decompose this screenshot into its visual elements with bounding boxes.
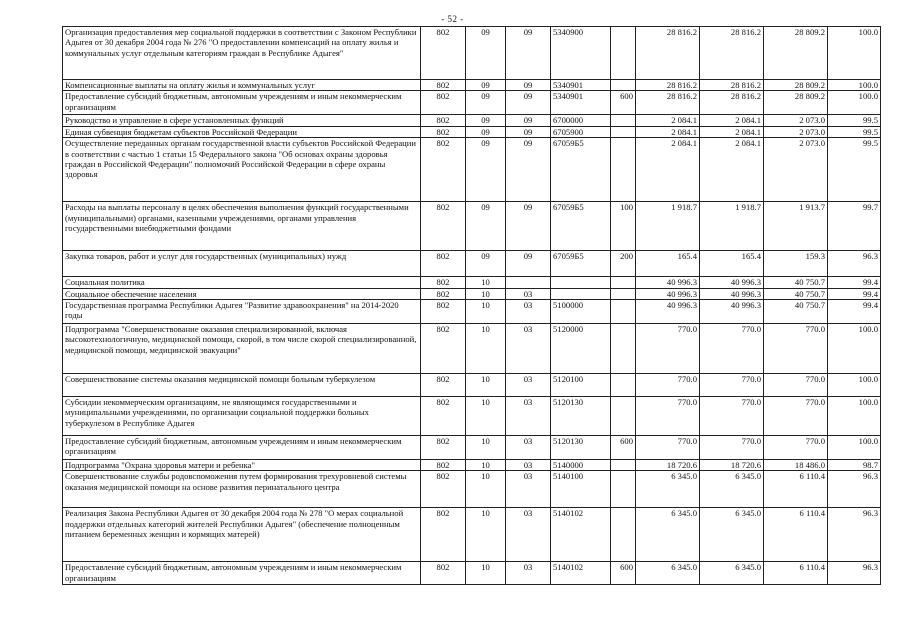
refined-amount: 770.0 [700, 397, 764, 436]
refined-amount: 2 084.1 [700, 115, 764, 126]
table-row [63, 288, 881, 299]
table-row [63, 251, 881, 277]
approved-amount: 18 720.6 [636, 460, 700, 471]
table-row [63, 126, 881, 137]
row-name: Государственная программа Республики Адыгея "Развитие здравоохранения" на 2014-2020 годы [63, 300, 421, 324]
admin-code: 802 [421, 436, 466, 460]
target-article-code: 5340900 [551, 27, 611, 80]
admin-code: 802 [421, 562, 466, 585]
execution-percent: 99.5 [828, 138, 881, 202]
execution-percent: 100.0 [828, 324, 881, 374]
execution-percent: 100.0 [828, 397, 881, 436]
executed-amount: 770.0 [764, 397, 828, 436]
execution-percent: 99.4 [828, 277, 881, 288]
expense-type-code [611, 115, 636, 126]
admin-code: 802 [421, 324, 466, 374]
target-article-code: 67059Б5 [551, 202, 611, 251]
expense-type-code [611, 508, 636, 562]
subsection-code: 09 [506, 80, 551, 91]
executed-amount: 6 110.4 [764, 508, 828, 562]
table-row [63, 436, 881, 460]
expense-type-code [611, 324, 636, 374]
admin-code: 802 [421, 115, 466, 126]
admin-code: 802 [421, 251, 466, 277]
section-code: 09 [466, 126, 506, 137]
expense-type-code [611, 138, 636, 202]
execution-percent: 99.7 [828, 202, 881, 251]
table-row [63, 115, 881, 126]
target-article-code: 67059Б5 [551, 138, 611, 202]
expense-type-code [611, 126, 636, 137]
admin-code: 802 [421, 460, 466, 471]
execution-percent: 100.0 [828, 27, 881, 80]
table-row [63, 277, 881, 288]
expense-type-code [611, 80, 636, 91]
subsection-code: 03 [506, 300, 551, 324]
approved-amount: 40 996.3 [636, 277, 700, 288]
executed-amount: 18 486.0 [764, 460, 828, 471]
subsection-code: 03 [506, 508, 551, 562]
executed-amount: 770.0 [764, 324, 828, 374]
refined-amount: 165.4 [700, 251, 764, 277]
execution-percent: 96.3 [828, 471, 881, 508]
refined-amount: 28 816.2 [700, 91, 764, 115]
expense-type-code: 600 [611, 436, 636, 460]
subsection-code: 03 [506, 471, 551, 508]
section-code: 10 [466, 374, 506, 397]
refined-amount: 1 918.7 [700, 202, 764, 251]
subsection-code: 09 [506, 27, 551, 80]
admin-code: 802 [421, 202, 466, 251]
executed-amount: 40 750.7 [764, 277, 828, 288]
approved-amount: 165.4 [636, 251, 700, 277]
refined-amount: 28 816.2 [700, 27, 764, 80]
expense-type-code: 100 [611, 202, 636, 251]
refined-amount: 28 816.2 [700, 80, 764, 91]
refined-amount: 40 996.3 [700, 277, 764, 288]
execution-percent: 100.0 [828, 80, 881, 91]
table-row [63, 138, 881, 202]
target-article-code: 5140000 [551, 460, 611, 471]
executed-amount: 40 750.7 [764, 288, 828, 299]
expense-type-code [611, 277, 636, 288]
section-code: 10 [466, 397, 506, 436]
admin-code: 802 [421, 27, 466, 80]
row-name: Предоставление субсидий бюджетным, автономным учреждениям и иным некоммерческим организациям [63, 562, 421, 585]
refined-amount: 18 720.6 [700, 460, 764, 471]
executed-amount: 1 913.7 [764, 202, 828, 251]
row-name: Субсидии некоммерческим организациям, не являющимся государственными и муниципальными учреждениями, по организации социальной поддержки больных туберкулезом в Республике Адыгея [63, 397, 421, 436]
expense-type-code [611, 460, 636, 471]
refined-amount: 2 084.1 [700, 138, 764, 202]
row-name: Социальное обеспечение населения [63, 288, 421, 299]
target-article-code: 5140102 [551, 562, 611, 585]
approved-amount: 770.0 [636, 436, 700, 460]
admin-code: 802 [421, 508, 466, 562]
expense-type-code [611, 471, 636, 508]
section-code: 10 [466, 460, 506, 471]
execution-percent: 99.4 [828, 300, 881, 324]
admin-code: 802 [421, 277, 466, 288]
subsection-code: 09 [506, 115, 551, 126]
executed-amount: 28 809.2 [764, 91, 828, 115]
section-code: 10 [466, 562, 506, 585]
row-name: Руководство и управление в сфере установленных функций [63, 115, 421, 126]
executed-amount: 159.3 [764, 251, 828, 277]
target-article-code: 67059Б5 [551, 251, 611, 277]
row-name: Реализация Закона Республики Адыгея от 30 декабря 2004 года № 278 "О мерах социальной поддержки отдельных категорий жителей Республики Адыгея" (обеспечение полноценным питанием беременных женщин и кормящих матерей) [63, 508, 421, 562]
refined-amount: 770.0 [700, 436, 764, 460]
approved-amount: 2 084.1 [636, 115, 700, 126]
target-article-code: 5120000 [551, 324, 611, 374]
subsection-code: 03 [506, 324, 551, 374]
budget-table [62, 26, 881, 585]
row-name: Осуществление переданных органам государственной власти субъектов Российской Федерации в соответствии с частью 1 статьи 15 Федерального закона "Об основах охраны здоровья граждан в Российской Федерации" полномочий Российской Федерации в сфере охраны здоровья [63, 138, 421, 202]
admin-code: 802 [421, 126, 466, 137]
execution-percent: 98.7 [828, 460, 881, 471]
table-row [63, 471, 881, 508]
section-code: 10 [466, 324, 506, 374]
section-code: 09 [466, 27, 506, 80]
section-code: 09 [466, 202, 506, 251]
subsection-code: 03 [506, 288, 551, 299]
admin-code: 802 [421, 300, 466, 324]
expense-type-code [611, 397, 636, 436]
row-name: Закупка товаров, работ и услуг для государственных (муниципальных) нужд [63, 251, 421, 277]
section-code: 09 [466, 138, 506, 202]
approved-amount: 2 084.1 [636, 138, 700, 202]
section-code: 10 [466, 436, 506, 460]
target-article-code: 5100000 [551, 300, 611, 324]
table-row [63, 562, 881, 585]
subsection-code: 09 [506, 91, 551, 115]
subsection-code: 03 [506, 562, 551, 585]
row-name: Совершенствование службы родовспоможения путем формирования трехуровневой системы оказания медицинской помощи на основе развития перинатального центра [63, 471, 421, 508]
row-name: Расходы на выплаты персоналу в целях обеспечения выполнения функций государственными (муниципальными) органами, казенными учреждениями, органами управления государственными внебюджетными фондами [63, 202, 421, 251]
refined-amount: 770.0 [700, 374, 764, 397]
section-code: 09 [466, 251, 506, 277]
admin-code: 802 [421, 471, 466, 508]
executed-amount: 28 809.2 [764, 80, 828, 91]
subsection-code: 03 [506, 436, 551, 460]
row-name: Предоставление субсидий бюджетным, автономным учреждениям и иным некоммерческим организациям [63, 436, 421, 460]
executed-amount: 2 073.0 [764, 126, 828, 137]
expense-type-code: 600 [611, 562, 636, 585]
admin-code: 802 [421, 91, 466, 115]
admin-code: 802 [421, 374, 466, 397]
row-name: Подпрограмма "Охрана здоровья матери и ребенка" [63, 460, 421, 471]
execution-percent: 100.0 [828, 374, 881, 397]
admin-code: 802 [421, 138, 466, 202]
approved-amount: 28 816.2 [636, 91, 700, 115]
section-code: 10 [466, 288, 506, 299]
table-body [63, 27, 881, 585]
admin-code: 802 [421, 397, 466, 436]
row-name: Предоставление субсидий бюджетным, автономным учреждениям и иным некоммерческим организациям [63, 91, 421, 115]
executed-amount: 2 073.0 [764, 115, 828, 126]
target-article-code: 6700000 [551, 115, 611, 126]
row-name: Единая субвенция бюджетам субъектов Российской Федерации [63, 126, 421, 137]
approved-amount: 770.0 [636, 374, 700, 397]
target-article-code: 5340901 [551, 91, 611, 115]
section-code: 09 [466, 91, 506, 115]
refined-amount: 6 345.0 [700, 508, 764, 562]
approved-amount: 770.0 [636, 324, 700, 374]
table-row [63, 27, 881, 80]
section-code: 10 [466, 508, 506, 562]
executed-amount: 28 809.2 [764, 27, 828, 80]
executed-amount: 770.0 [764, 374, 828, 397]
refined-amount: 2 084.1 [700, 126, 764, 137]
table-row [63, 80, 881, 91]
expense-type-code: 600 [611, 91, 636, 115]
subsection-code [506, 277, 551, 288]
subsection-code: 03 [506, 460, 551, 471]
subsection-code: 09 [506, 138, 551, 202]
expense-type-code [611, 300, 636, 324]
table-row [63, 300, 881, 324]
section-code: 10 [466, 300, 506, 324]
table-row [63, 202, 881, 251]
target-article-code: 6705900 [551, 126, 611, 137]
execution-percent: 99.5 [828, 115, 881, 126]
execution-percent: 99.4 [828, 288, 881, 299]
table-row [63, 460, 881, 471]
target-article-code [551, 277, 611, 288]
approved-amount: 1 918.7 [636, 202, 700, 251]
approved-amount: 6 345.0 [636, 471, 700, 508]
subsection-code: 09 [506, 251, 551, 277]
executed-amount: 770.0 [764, 436, 828, 460]
expense-type-code [611, 288, 636, 299]
approved-amount: 40 996.3 [636, 300, 700, 324]
approved-amount: 28 816.2 [636, 27, 700, 80]
row-name: Подпрограмма "Совершенствование оказания специализированной, включая высокотехнологичную, медицинской помощи, скорой, в том числе скорой специализированной, медицинской помощи, медицинской эвакуации" [63, 324, 421, 374]
row-name: Социальная политика [63, 277, 421, 288]
execution-percent: 100.0 [828, 91, 881, 115]
executed-amount: 6 110.4 [764, 562, 828, 585]
table-row [63, 324, 881, 374]
admin-code: 802 [421, 288, 466, 299]
admin-code: 802 [421, 80, 466, 91]
subsection-code: 03 [506, 374, 551, 397]
execution-percent: 100.0 [828, 436, 881, 460]
executed-amount: 40 750.7 [764, 300, 828, 324]
approved-amount: 770.0 [636, 397, 700, 436]
subsection-code: 03 [506, 397, 551, 436]
refined-amount: 770.0 [700, 324, 764, 374]
execution-percent: 99.5 [828, 126, 881, 137]
subsection-code: 09 [506, 126, 551, 137]
expense-type-code [611, 374, 636, 397]
refined-amount: 6 345.0 [700, 562, 764, 585]
subsection-code: 09 [506, 202, 551, 251]
expense-type-code: 200 [611, 251, 636, 277]
table-row [63, 508, 881, 562]
approved-amount: 6 345.0 [636, 562, 700, 585]
approved-amount: 6 345.0 [636, 508, 700, 562]
target-article-code: 5340901 [551, 80, 611, 91]
row-name: Совершенствование системы оказания медицинской помощи больным туберкулезом [63, 374, 421, 397]
table-row [63, 374, 881, 397]
execution-percent: 96.3 [828, 562, 881, 585]
section-code: 10 [466, 277, 506, 288]
section-code: 09 [466, 80, 506, 91]
executed-amount: 2 073.0 [764, 138, 828, 202]
refined-amount: 40 996.3 [700, 300, 764, 324]
target-article-code [551, 288, 611, 299]
execution-percent: 96.3 [828, 508, 881, 562]
target-article-code: 5140100 [551, 471, 611, 508]
target-article-code: 5120130 [551, 397, 611, 436]
execution-percent: 96.3 [828, 251, 881, 277]
target-article-code: 5120130 [551, 436, 611, 460]
table-row [63, 91, 881, 115]
refined-amount: 40 996.3 [700, 288, 764, 299]
row-name: Организация предоставления мер социальной поддержки в соответствии с Законом Республики Адыгея от 30 декабря 2004 года № 276 "О предоставлении компенсаций на оплату жилья и коммунальных услуг отдельным категориям граждан в Республике Адыгея" [63, 27, 421, 80]
approved-amount: 40 996.3 [636, 288, 700, 299]
executed-amount: 6 110.4 [764, 471, 828, 508]
target-article-code: 5140102 [551, 508, 611, 562]
approved-amount: 2 084.1 [636, 126, 700, 137]
expense-type-code [611, 27, 636, 80]
target-article-code: 5120100 [551, 374, 611, 397]
table-row [63, 397, 881, 436]
approved-amount: 28 816.2 [636, 80, 700, 91]
refined-amount: 6 345.0 [700, 471, 764, 508]
page-number: - 52 - [441, 14, 464, 24]
section-code: 09 [466, 115, 506, 126]
section-code: 10 [466, 471, 506, 508]
row-name: Компенсационные выплаты на оплату жилья и коммунальных услуг [63, 80, 421, 91]
